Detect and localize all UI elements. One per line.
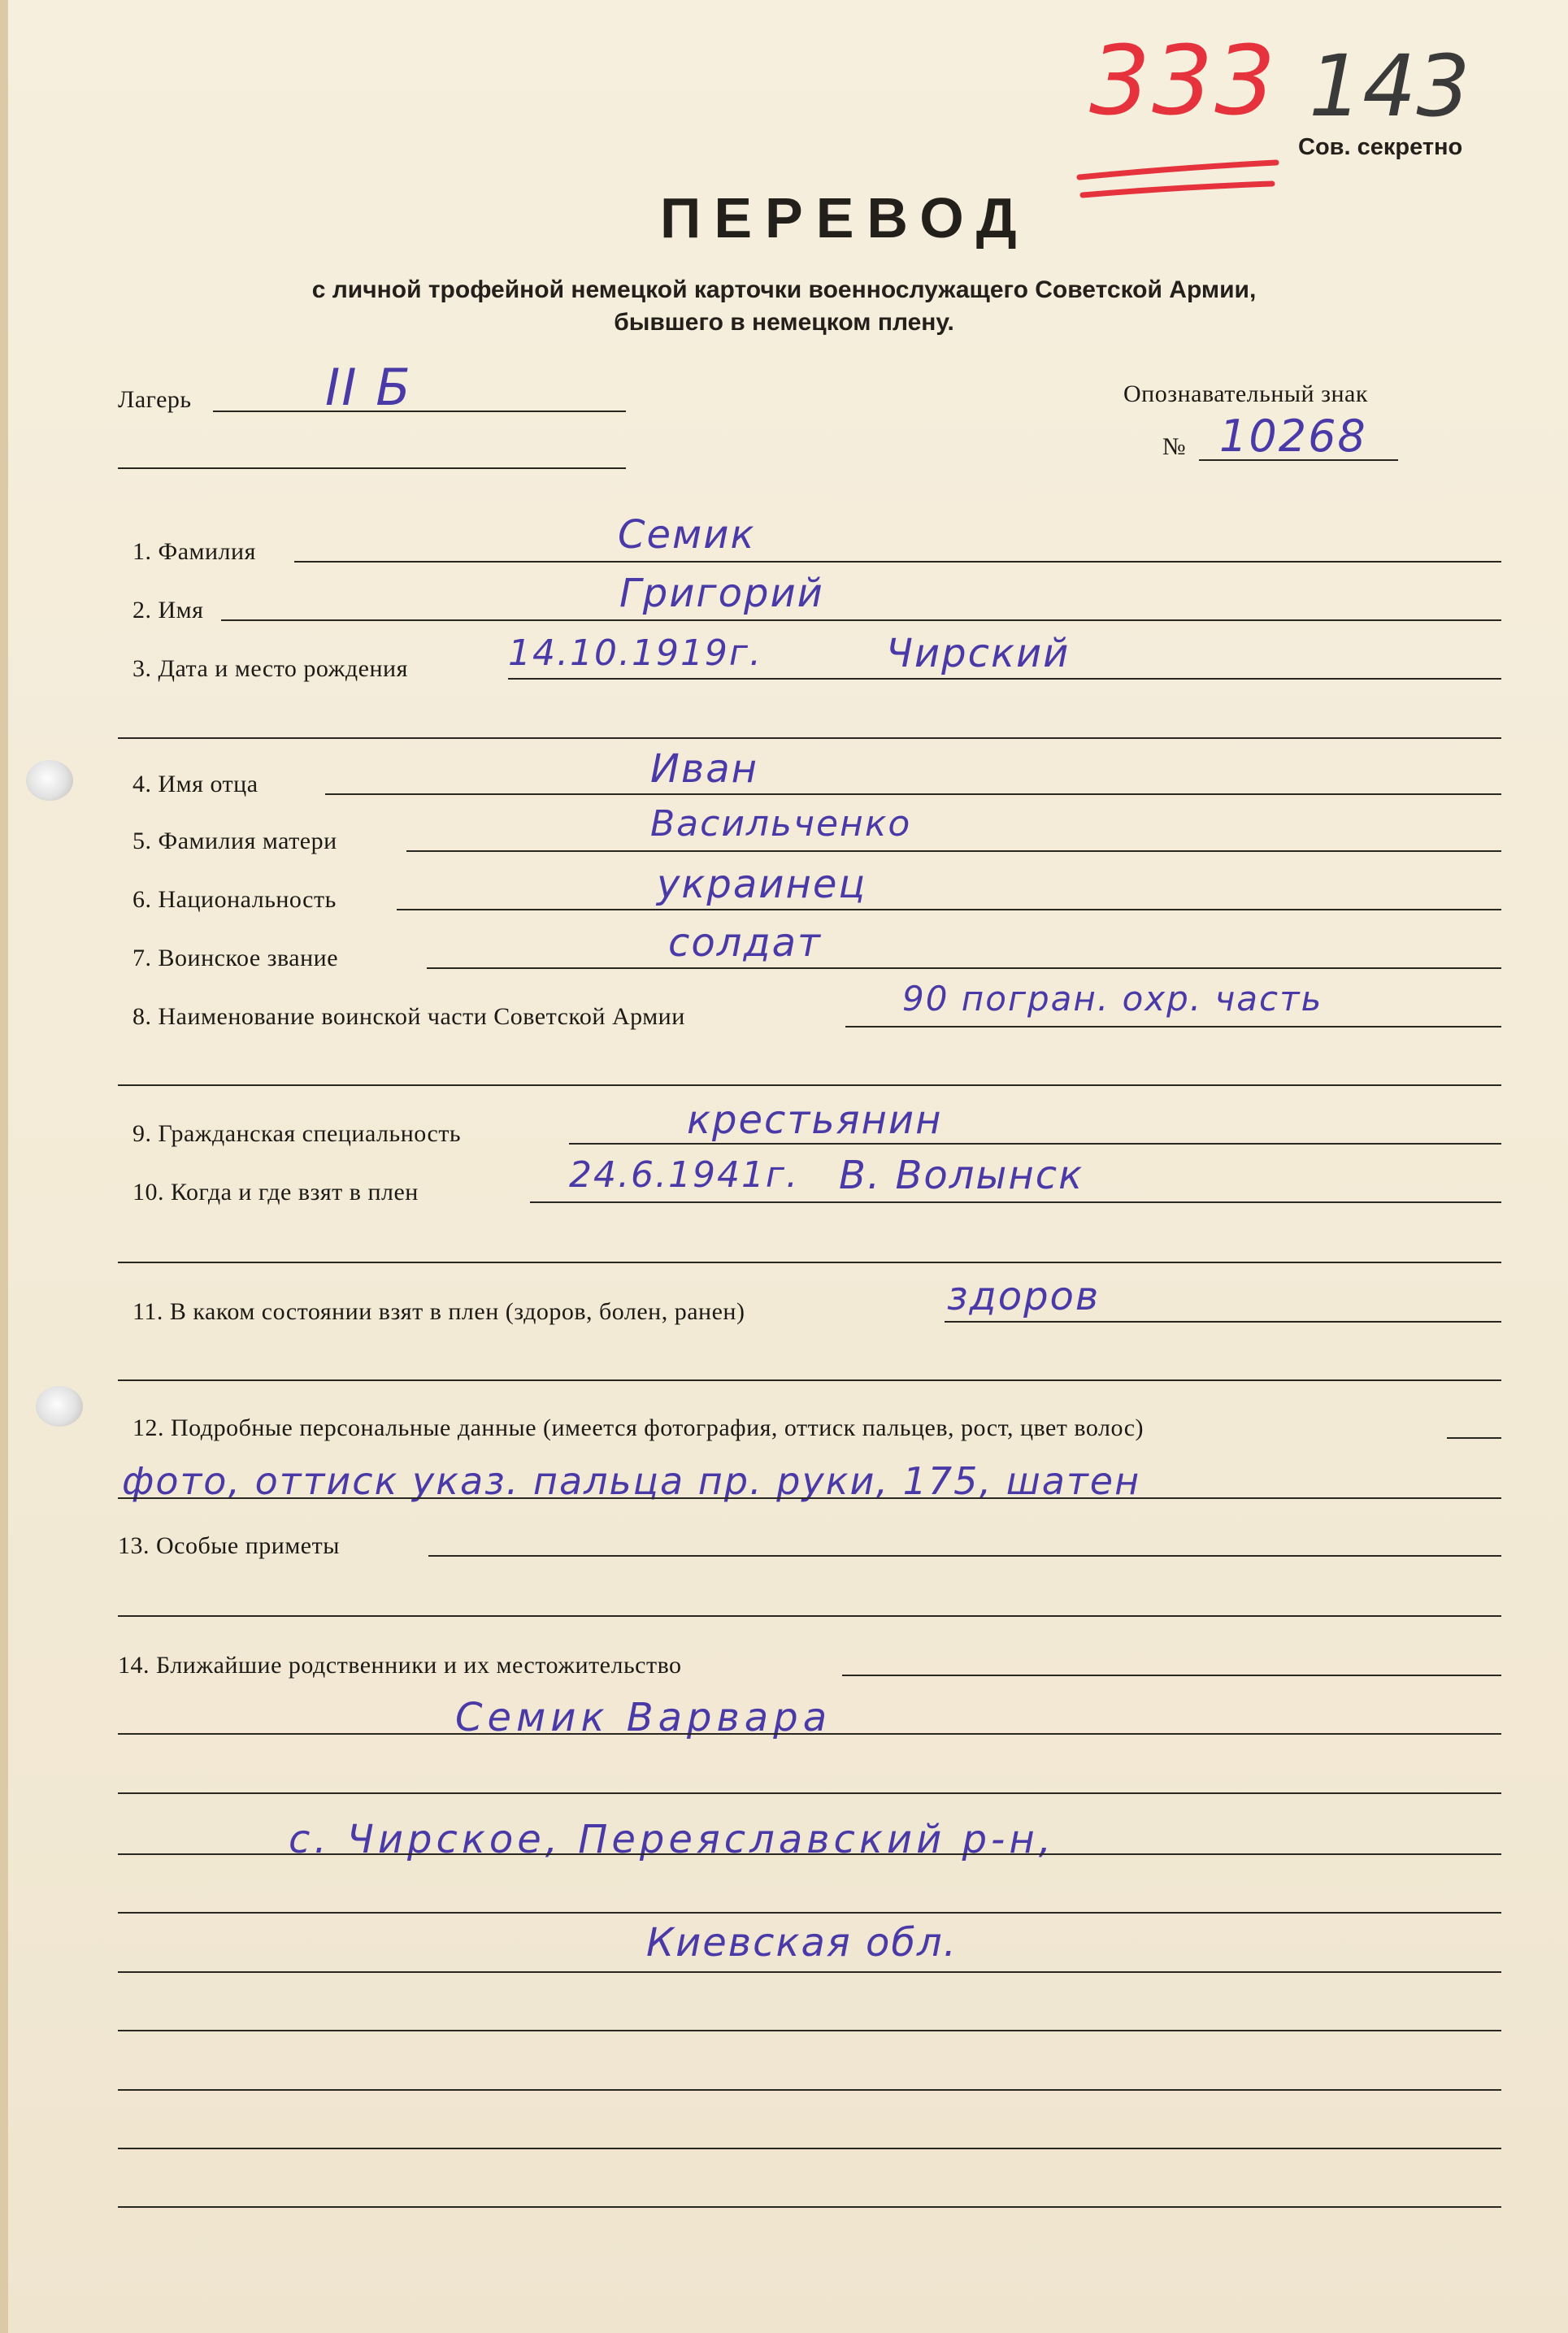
field-14-line-6 [118,1971,1501,1973]
field-8-line-2 [118,1084,1501,1086]
field-14-line-7 [118,2030,1501,2031]
field-5-value: Васильченко [650,803,912,845]
field-8-line [845,1026,1501,1027]
field-3-place: Чирский [886,631,1071,676]
field-14-line [842,1675,1501,1676]
id-number-prefix: № [1162,433,1187,460]
field-14-line-2 [118,1733,1501,1735]
field-7-line [427,967,1501,969]
field-1-line [294,561,1501,563]
field-3-date: 14.10.1919г. [508,632,763,674]
red-underline-marks [1073,145,1284,210]
field-1-value: Семик [618,512,756,558]
field-14-line-5 [118,1912,1501,1914]
field-2-line [221,619,1501,621]
camp-value: II Б [325,358,412,417]
field-14-region: Киевская обл. [646,1920,958,1966]
field-12-value: фото, оттиск указ. пальца пр. руки, 175, шатен [122,1459,1141,1503]
field-12-line-2 [118,1497,1501,1499]
pencil-number: 143 [1309,37,1470,136]
field-9-value: крестьянин [687,1097,943,1143]
punch-hole-top [26,760,73,801]
camp-line-2 [118,467,626,469]
id-mark-label: Опознавательный знак [1123,380,1368,407]
field-6-label: 6. Национальность [132,886,337,913]
document-title: ПЕРЕВОД [660,186,1030,250]
field-6-line [397,909,1501,910]
field-2-label: 2. Имя [132,597,204,623]
field-12-label: 12. Подробные персональные данные (имеется фотография, оттиск пальцев, рост, цвет волос) [132,1414,1144,1441]
field-14-line-9 [118,2148,1501,2149]
field-11-value: здоров [947,1274,1101,1319]
field-7-label: 7. Воинское звание [132,945,339,971]
field-14-label: 14. Ближайшие родственники и их местожительство [118,1652,682,1679]
field-3-line [508,678,1501,680]
field-12-line [1447,1437,1501,1439]
punch-hole-bottom [36,1386,83,1427]
field-10-line-2 [118,1262,1501,1263]
field-2-value: Григорий [619,571,824,616]
paper-edge [0,0,8,2333]
field-14-relative: Семик Варвара [455,1695,832,1740]
field-14-line-10 [118,2206,1501,2208]
field-13-line [428,1555,1501,1557]
field-14-line-8 [118,2089,1501,2091]
field-11-line-2 [118,1379,1501,1381]
camp-line [213,411,626,412]
camp-label: Лагерь [118,386,192,413]
field-7-value: солдат [668,920,822,966]
field-3-line-2 [118,737,1501,739]
classification-label: Сов. секретно [1298,134,1463,160]
field-4-line [325,793,1501,795]
field-6-value: украинец [657,862,867,907]
field-10-line [530,1201,1501,1203]
field-5-line [406,850,1501,852]
field-8-label: 8. Наименование воинской части Советской Армии [132,1003,685,1030]
field-10-label: 10. Когда и где взят в плен [132,1179,419,1206]
field-4-value: Иван [650,746,758,792]
field-13-label: 13. Особые приметы [118,1532,340,1559]
field-14-address: с. Чирское, Переяславский р-н, [289,1817,1056,1862]
field-14-line-3 [118,1792,1501,1794]
id-number-value: 10268 [1219,411,1367,462]
field-11-line [945,1321,1501,1323]
field-8-value: 90 погран. охр. часть [902,979,1323,1019]
field-4-label: 4. Имя отца [132,771,258,797]
field-3-label: 3. Дата и место рождения [132,655,408,682]
field-14-line-4 [118,1853,1501,1855]
field-9-line [569,1143,1501,1145]
field-10-place: В. Волынск [839,1153,1084,1198]
subtitle-line1: с личной трофейной немецкой карточки военнослужащего Советской Армии, [311,276,1257,303]
red-archive-number: 333 [1089,24,1278,137]
field-13-line-2 [118,1615,1501,1617]
field-5-label: 5. Фамилия матери [132,828,337,854]
field-10-date: 24.6.1941г. [569,1154,800,1196]
field-11-label: 11. В каком состоянии взят в плен (здоров, болен, ранен) [132,1298,745,1325]
field-9-label: 9. Гражданская специальность [132,1120,462,1147]
field-1-label: 1. Фамилия [132,538,256,565]
subtitle-line2: бывшего в немецком плену. [614,309,954,336]
